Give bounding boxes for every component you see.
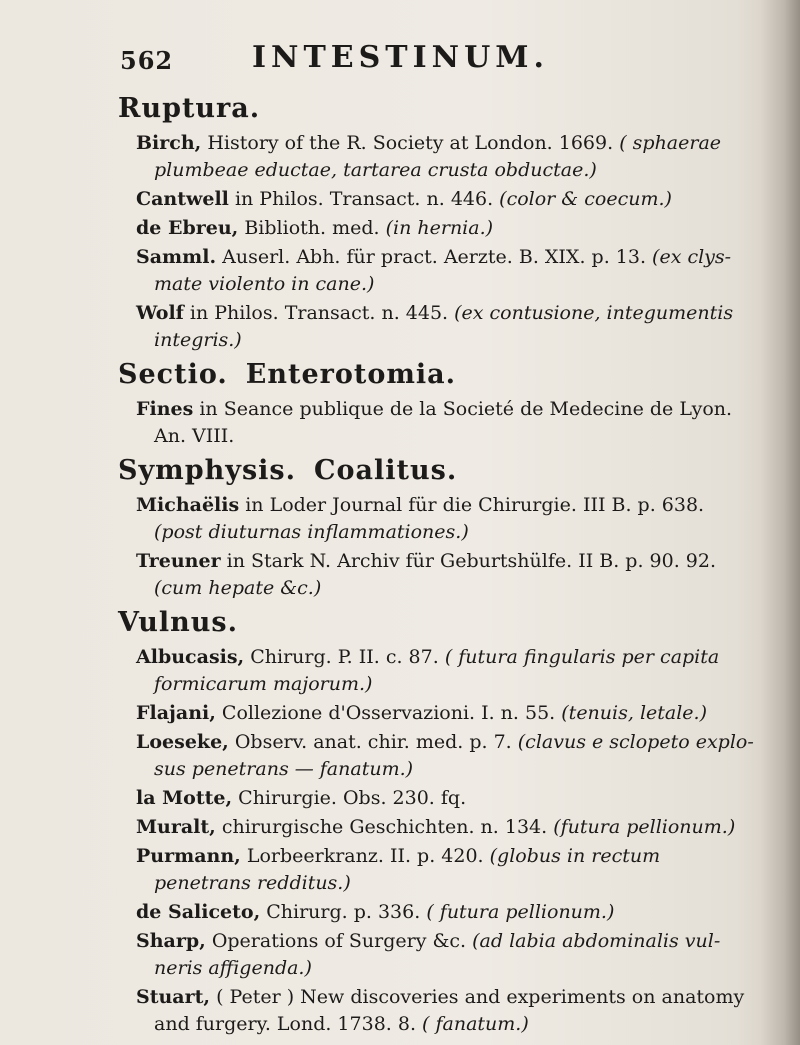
entry-author: Cantwell (136, 188, 229, 210)
entry-author: Michaëlis (136, 494, 240, 516)
entry-michaelis (118, 492, 758, 546)
entry-text: chirurgische Geschichten. n. 134. (221, 816, 548, 838)
entry-text: Chirurgie. Obs. 230. fq. (238, 787, 467, 809)
section-heading-sectio (118, 358, 758, 392)
entry-author: Sharp, (136, 930, 206, 952)
section-keyword: Vulnus. (118, 607, 238, 638)
entry-text: in Philos. Transact. n. 445. (189, 302, 449, 324)
entry-treuner (118, 548, 758, 602)
entry-de-ebreu (118, 215, 758, 242)
entry-author: Albucasis, (136, 646, 245, 668)
entry-text: Auserl. Abh. für pract. Aerzte. B. XIX. p. 13. (222, 246, 646, 268)
entry-note: (color & coecum.) (499, 188, 672, 210)
entry-note: (post diuturnas inflammationes.) (154, 521, 469, 543)
entry-loeseke (118, 729, 758, 783)
section-term: Enterotomia. (245, 359, 457, 390)
entry-de-saliceto (118, 899, 758, 926)
entry-text: in Loder Journal für die Chirurgie. III B. p. 638. (245, 494, 705, 516)
entry-author: la Motte, (136, 787, 233, 809)
entry-albucasis (118, 644, 758, 698)
entry-text: History of the R. Society at London. 1669. (207, 132, 614, 154)
entry-text: Operations of Surgery &c. (211, 930, 467, 952)
section-keyword: Sectio. (118, 359, 228, 390)
entry-wolf (118, 300, 758, 354)
section-term: Coalitus. (314, 455, 458, 486)
entry-text: in Stark N. Archiv für Geburtshülfe. II B. p. 90. 92. (226, 550, 717, 572)
entry-note: ( futura pellionum.) (426, 901, 615, 923)
entry-note: (cum hepate &c.) (154, 577, 322, 599)
section-heading-ruptura (118, 92, 758, 126)
entry-cantwell (118, 186, 758, 213)
entry-note: (in herniа.) (385, 217, 494, 239)
entry-text: Collezione d'Osservazioni. I. n. 55. (221, 702, 556, 724)
entry-note: (tenuis, letale.) (561, 702, 707, 724)
section-heading-vulnus (118, 606, 758, 640)
running-head: INTESTINUM. (252, 40, 549, 75)
entry-author: Muralt, (136, 816, 216, 838)
entry-text: Biblioth. med. (244, 217, 380, 239)
page-header (0, 18, 800, 78)
entry-sharp (118, 928, 758, 982)
entry-purmann (118, 843, 758, 897)
entry-text: ( Peter ) New discoveries and experiments on anatomy and furgery. Lond. 1738. 8. (154, 986, 745, 1035)
page-number: 562 (120, 46, 174, 75)
entry-stuart (118, 984, 758, 1038)
entry-birch (118, 130, 758, 184)
entry-fines (118, 396, 758, 450)
entry-author: Fines (136, 398, 194, 420)
entry-text: in Seance publique de la Societé de Medecine de Lyon. An. VIII. (154, 398, 733, 447)
entry-note: ( futura fingularis per capita formicarum majorum.) (154, 646, 720, 695)
entry-author: Birch, (136, 132, 202, 154)
entry-author: Purmann, (136, 845, 241, 867)
entry-muralt (118, 814, 758, 841)
entry-note: (globus in rectum penetrans redditus.) (154, 845, 661, 894)
entry-author: Flajani, (136, 702, 216, 724)
entry-author: de Ebreu, (136, 217, 239, 239)
entry-text: Observ. anat. chir. med. p. 7. (234, 731, 512, 753)
page-edge-shadow (760, 0, 800, 1045)
entry-author: Loeseke, (136, 731, 229, 753)
entry-author: Wolf (136, 302, 184, 324)
entry-note: (ad labia abdominalis vul-neris affigenda.) (154, 930, 721, 979)
entry-text: Lorbeerkranz. II. p. 420. (246, 845, 484, 867)
section-heading-symphysis (118, 454, 758, 488)
entry-author: Stuart, (136, 986, 211, 1008)
entry-text: Chirurg. P. II. c. 87. (250, 646, 439, 668)
entry-note: ( sphaerae plumbeae eductae, tartarea crusta obductae.) (154, 132, 722, 181)
entry-note: ( fanatum.) (422, 1013, 529, 1035)
entry-note: (ex clys-mate violento in cane.) (154, 246, 732, 295)
entry-note: (ex contusione, integumentis integris.) (154, 302, 734, 351)
page-content (118, 88, 758, 1040)
entry-la-motte (118, 785, 758, 812)
entry-text: in Philos. Transact. n. 446. (234, 188, 494, 210)
section-keyword: Ruptura. (118, 93, 261, 124)
entry-flajani (118, 700, 758, 727)
entry-samml (118, 244, 758, 298)
entry-text: Chirurg. p. 336. (266, 901, 421, 923)
entry-author: Treuner (136, 550, 221, 572)
entry-author: Samml. (136, 246, 217, 268)
section-keyword: Symphysis. (118, 455, 297, 486)
entry-note: (clavus e sclopeto explo-sus penetrans — fanatum.) (154, 731, 754, 780)
entry-author: de Saliceto, (136, 901, 261, 923)
entry-note: (futura pellionum.) (553, 816, 736, 838)
